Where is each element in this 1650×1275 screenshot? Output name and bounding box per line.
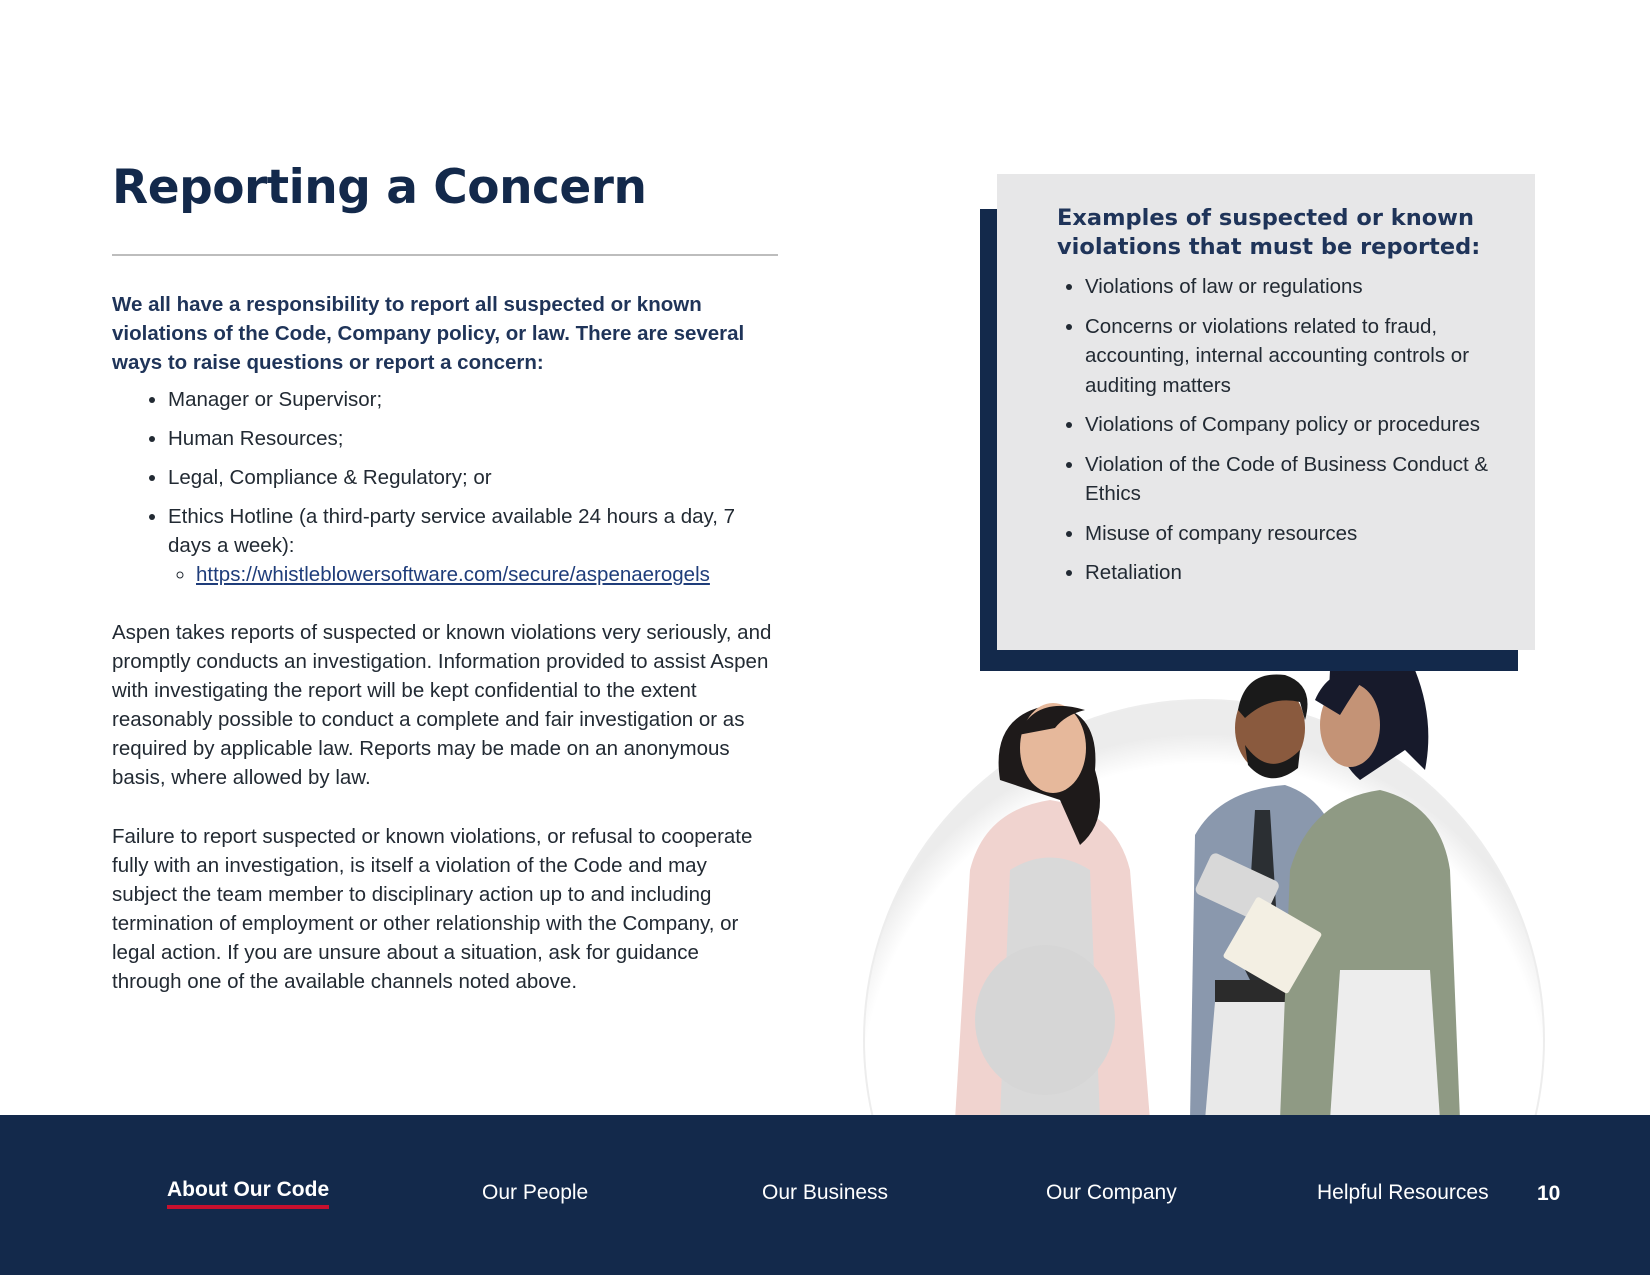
nav-about-our-code[interactable]: About Our Code [167,1178,329,1209]
failure-to-report-paragraph: Failure to report suspected or known violations, or refusal to cooperate fully with an investigation, is itself a violation of the Code and may subject the team member to disciplinary action up to and including termination of employment or other relationship with the Company, or legal action. If you are unsure about a situation, ask for guidance through one of the available channels noted above. [112,825,753,993]
hotline-text: Ethics Hotline (a third-party service available 24 hours a day, 7 days a week): [168,505,736,557]
nav-our-business[interactable]: Our Business [762,1181,889,1204]
list-item: • Retaliation [1085,558,1495,588]
list-item [168,502,772,589]
list-item: • Human Resources; [168,424,772,453]
page-number: 10 [1537,1182,1561,1205]
reporting-channels-list [112,385,772,599]
hotline-link[interactable]: https://whistleblowersoftware.com/secure/aspenaerogels [196,563,710,586]
title-divider [112,254,778,256]
investigation-paragraph: Aspen takes reports of suspected or known violations very seriously, and promptly conducts an investigation. Information provided to assist Aspen with investigating the report will be kept confidential to the extent reasonably possible to conduct a complete and fair investigation or as required by applicable law. Reports may be made on an anonymous basis, where allowed by law. [112,621,772,789]
hotline-sublist [168,560,772,589]
nav-helpful-resources[interactable]: Helpful Resources [1317,1181,1489,1204]
footer-nav-bar [0,1115,1650,1275]
page-title: Reporting a Concern [112,160,647,215]
box-heading: Examples of suspected or known violations that must be reported: [1057,205,1481,260]
list-item: • Violations of law or regulations [1085,272,1495,302]
list-item: • Legal, Compliance & Regulatory; or [168,463,772,492]
nav-our-company[interactable]: Our Company [1046,1181,1177,1204]
colleagues-illustration [860,640,1560,1115]
list-item: • Violations of Company policy or procedures [1085,410,1495,440]
list-item: • Violation of the Code of Business Conduct & Ethics [1085,450,1495,509]
list-item [196,560,772,589]
list-item: • Manager or Supervisor; [168,385,772,414]
nav-our-people[interactable]: Our People [482,1181,589,1204]
violations-list [1057,272,1495,588]
list-item: • Misuse of company resources [1085,519,1495,549]
violations-examples-box [997,174,1535,650]
colleagues-photo [860,640,1560,1115]
intro-text: We all have a responsibility to report all suspected or known violations of the Code, Company policy, or law. There are several ways to raise questions or report a concern: [112,293,745,374]
list-item: • Concerns or violations related to fraud, accounting, internal accounting controls or auditing matters [1085,312,1495,401]
